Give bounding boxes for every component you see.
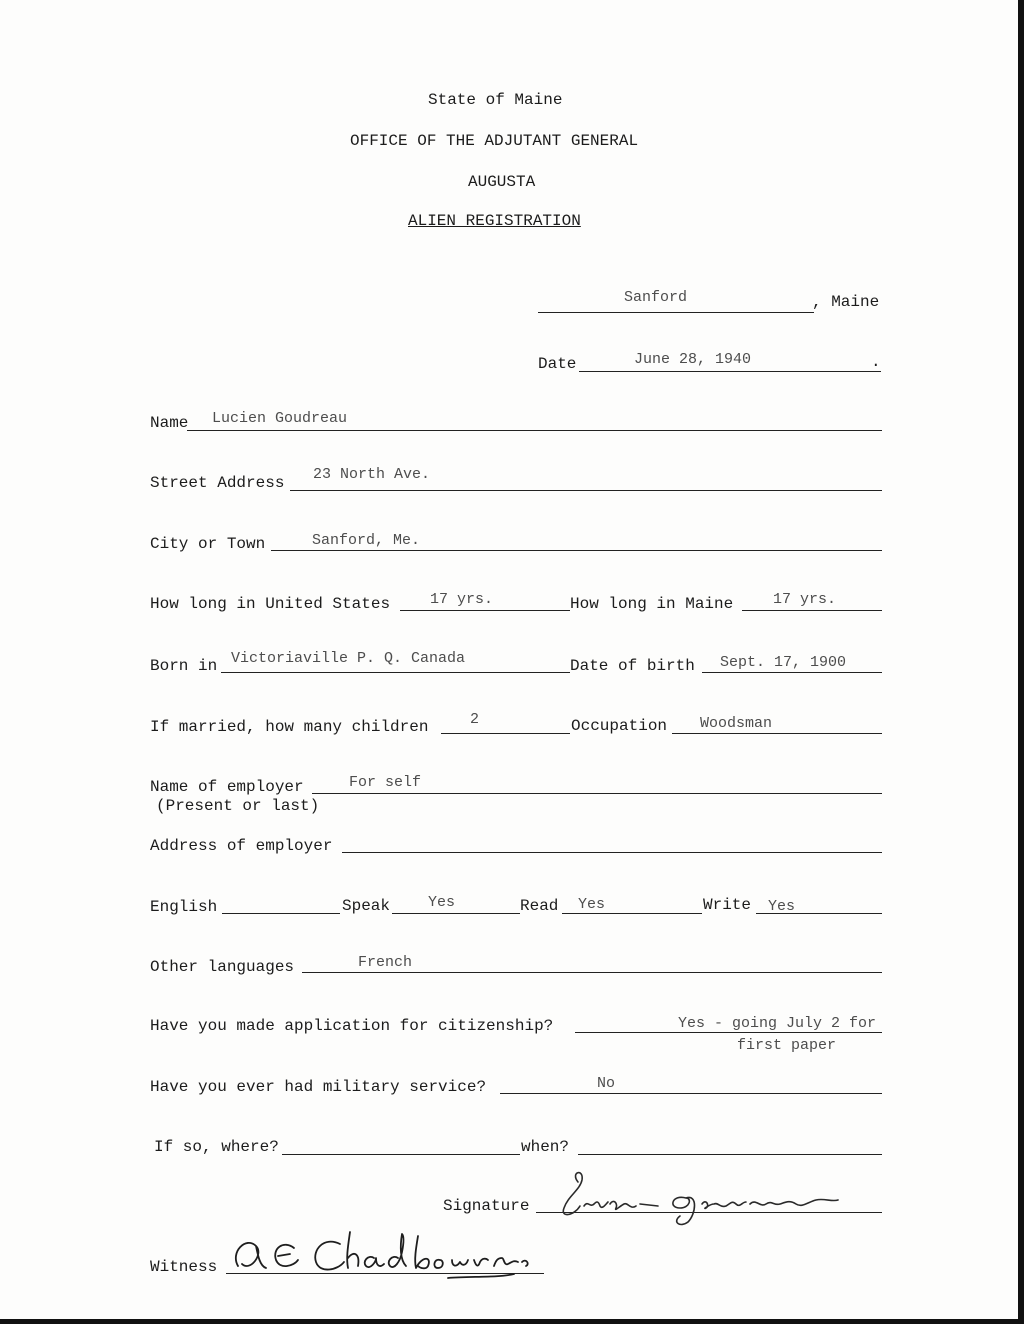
military-line [500,1093,882,1094]
how-long-us-label: How long in United States [150,595,391,613]
city-town-value: Sanford, Me. [312,532,421,549]
name-line [187,430,882,431]
date-end: . [871,353,881,371]
scan-edge-bottom [0,1319,1024,1324]
date-value: June 28, 1940 [634,351,752,368]
when-label: when? [521,1138,570,1156]
how-long-us-value: 17 yrs. [430,591,494,608]
applicant-signature [546,1164,866,1234]
citizenship-label: Have you made application for citizenship? [150,1017,554,1035]
occupation-label: Occupation [571,717,668,735]
date-line [579,371,881,372]
place-value: Sanford [624,289,688,306]
children-value: 2 [470,711,480,728]
other-languages-value: French [358,954,413,971]
how-long-maine-value: 17 yrs. [773,591,837,608]
military-value: No [597,1075,616,1092]
born-in-line [221,672,570,673]
employer-address-line [342,852,882,853]
where-line [282,1154,520,1155]
street-line [290,490,882,491]
employer-label: Name of employer [150,778,304,796]
date-of-birth-value: Sept. 17, 1900 [720,654,847,671]
english-line [222,913,340,914]
citizenship-value: Yes - going July 2 for [678,1015,877,1032]
speak-line [392,913,520,914]
form-title: ALIEN REGISTRATION [408,212,581,230]
city-town-label: City or Town [150,535,266,553]
scan-edge-right [1018,0,1024,1324]
how-long-maine-line [742,610,882,611]
street-label: Street Address [150,474,285,492]
how-long-maine-label: How long in Maine [570,595,734,613]
employer-address-label: Address of employer [150,837,333,855]
city-town-line [271,550,882,551]
write-value: Yes [768,898,796,915]
place-line [538,312,814,313]
name-value: Lucien Goudreau [212,410,348,427]
speak-value: Yes [428,894,456,911]
place-suffix: , Maine [812,293,880,311]
other-languages-line [302,972,882,973]
date-label: Date [538,355,577,373]
born-in-label: Born in [150,657,218,675]
name-label: Name [150,414,189,432]
office-heading: OFFICE OF THE ADJUTANT GENERAL [350,132,639,150]
occupation-line [672,733,882,734]
date-of-birth-label: Date of birth [570,657,695,675]
date-of-birth-line [702,672,882,673]
employer-value: For self [349,774,422,791]
citizenship-line [575,1032,882,1033]
children-line [441,733,570,734]
witness-signature [228,1222,548,1286]
children-label: If married, how many children [150,718,429,736]
where-label: If so, where? [154,1138,279,1156]
city-heading: AUGUSTA [468,173,536,191]
employer-line [312,793,882,794]
witness-label: Witness [150,1258,218,1276]
when-line [578,1154,882,1155]
signature-label: Signature [443,1197,530,1215]
citizenship-value-line2: first paper [737,1037,837,1054]
speak-label: Speak [342,897,391,915]
read-line [562,913,702,914]
how-long-us-line [400,610,570,611]
street-value: 23 North Ave. [313,466,431,483]
military-label: Have you ever had military service? [150,1078,487,1096]
employer-sublabel: (Present or last) [156,797,320,815]
born-in-value: Victoriaville P. Q. Canada [231,650,466,667]
read-value: Yes [578,896,606,913]
read-label: Read [520,897,559,915]
state-heading: State of Maine [428,91,563,109]
other-languages-label: Other languages [150,958,295,976]
write-label: Write [703,896,752,914]
occupation-value: Woodsman [700,715,773,732]
english-label: English [150,898,218,916]
